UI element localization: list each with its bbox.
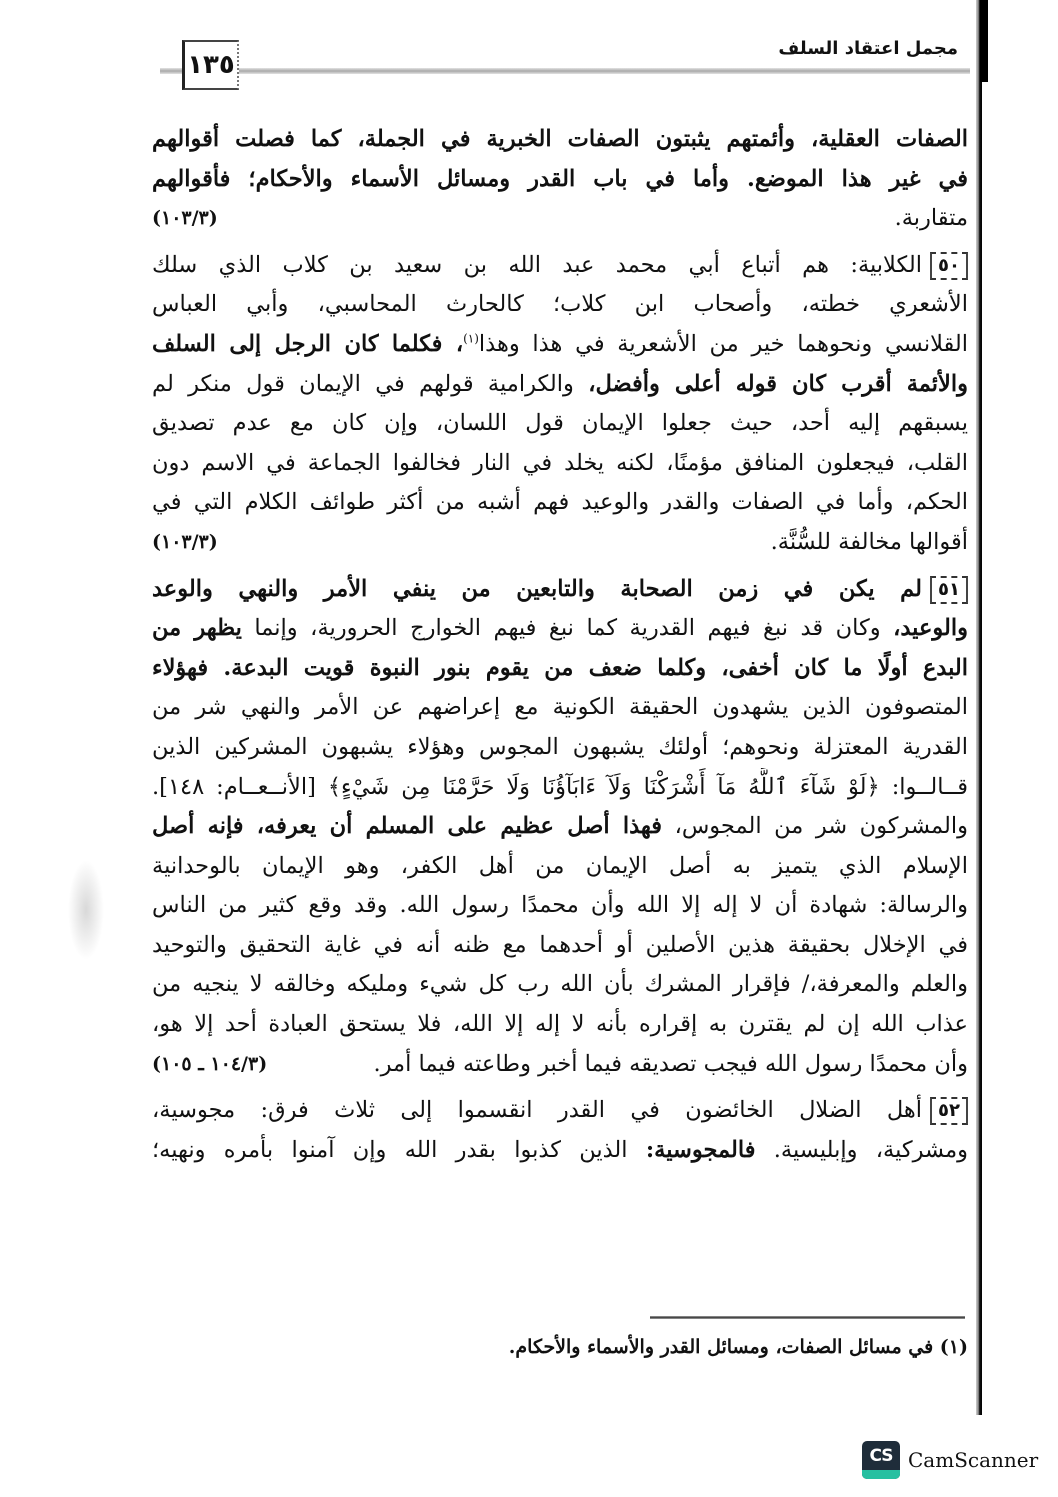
text-line <box>152 325 968 365</box>
text-segment: القلانسي ونحوهما خير من الأشعرية في هذا وهذا <box>478 330 968 357</box>
text-line: عذاب الله إن لم يقترن به إقراره بأنه لا إله إلا الله، فلا يستحق العبادة أحد إلا هو، <box>152 1011 968 1038</box>
text-line: في غير هذا الموضع. وأما في باب القدر ومسائل الأسماء والأحكام؛ فأقوالهم <box>152 165 968 192</box>
source-reference: (١٠٤/٣ ـ ١٠٥) <box>152 1052 268 1075</box>
bold-segment: فهذا أصل عظيم على المسلم أن يعرفه، فإنه أصل <box>152 813 663 840</box>
text-line <box>152 523 968 563</box>
bold-segment: والوعيد، <box>893 615 968 642</box>
text-line: الحكم، وأما في الصفات والقدر والوعيد فهم أشبه من أكثر طوائف الكلام التي في <box>152 489 968 516</box>
bold-segment: فالمجوسية: <box>645 1136 756 1163</box>
text-line: القدرية المعتزلة ونحوهم؛ أولئك يشبهون المجوس وهؤلاء يشبهون المشركين الذين <box>152 733 968 760</box>
footnote-number: (١) <box>939 1336 968 1358</box>
paragraph-number-badge: ٥٠ <box>930 252 968 280</box>
header-rule <box>160 68 970 74</box>
text-line: يسبقهم إليه أحد، حيث جعلوا الإيمان قول اللسان، وإن كان مع عدم تصديق <box>152 410 968 437</box>
source-reference: (١٠٣/٣) <box>152 530 218 553</box>
text-segment: الذين كذبوا بقدر الله وإن آمنوا بأمره ونهيه؛ <box>152 1136 646 1163</box>
camscanner-logo-icon <box>862 1441 900 1479</box>
text-line: القلب، فيجعلون المنافق مؤمنًا، لكنه يخلد في النار فخالفوا الجماعة في الاسم دون <box>152 449 968 476</box>
text-line <box>152 1091 968 1131</box>
paragraph-number-badge: ٥٢ <box>930 1097 968 1125</box>
binding-edge-shadow <box>980 0 988 82</box>
bold-segment: يظهر من <box>152 615 242 642</box>
text-line <box>152 246 968 286</box>
paragraph-52 <box>152 1091 968 1170</box>
text-line: الأشعري خطته، وأصحاب ابن كلاب؛ كالحارث المحاسبي، وأبي العباس <box>152 291 968 318</box>
footnote <box>152 1332 968 1362</box>
text-segment: والمشركون شر من المجوس، <box>662 813 968 840</box>
camscanner-watermark <box>862 1441 1038 1479</box>
bold-segment: ، فكلما كان الرجل إلى السلف <box>152 330 464 357</box>
bold-segment: لم يكن في زمن الصحابة والتابعين من ينفي الأمر والنهي والوعد <box>152 575 923 602</box>
text-line: والرسالة: شهادة أن لا إله إلا الله وأن محمدًا رسول الله. وقد وقع كثير من الناس <box>152 892 968 919</box>
text-line <box>152 1045 968 1085</box>
text-line <box>152 570 968 610</box>
footnote-marker: (١) <box>463 331 479 346</box>
logo-text: CS <box>869 1446 893 1466</box>
footnote-text: في مسائل الصفات، ومسائل القدر والأسماء والأحكام. <box>508 1336 934 1358</box>
text-segment: وأن محمدًا رسول الله فيجب تصديقه فيما أخبر وطاعته فيما أمر. <box>373 1050 968 1077</box>
body-text <box>152 120 968 1177</box>
paragraph-number-badge: ٥١ <box>930 576 968 604</box>
paragraph-continued <box>152 120 968 239</box>
page-number: ١٣٥ <box>182 40 239 90</box>
running-header <box>150 30 970 110</box>
bold-segment: والأئمة أقرب كان قوله أعلى وأفضل، <box>588 370 968 397</box>
text-line: الصفات العقلية، وأئمتهم يثبتون الصفات الخبرية في الجملة، كما فصلت أقوالهم <box>152 126 968 152</box>
bold-segment: البدع أولًا ما كان أخفى، وكلما ضعف من يقوم بنور النبوة قويت البدعة. <box>223 654 968 681</box>
quran-quote: ﴿لَوْ شَآءَ ٱللَّهُ مَآ أَشْرَكْنَا وَلَآ ءَابَآؤُنَا وَلَا حَرَّمْنَا مِن شَيْءٍ﴾ <box>327 773 880 800</box>
text-segment: [الأنــعــام: ١٤٨]. <box>152 773 328 800</box>
text-segment: قــالــوا: <box>879 773 968 800</box>
scan-smudge <box>68 860 104 960</box>
bold-segment: فهؤلاء <box>152 654 224 681</box>
camscanner-name: CamScanner <box>908 1448 1039 1472</box>
source-reference: (١٠٣/٣) <box>152 207 218 230</box>
footnote-separator <box>650 1316 965 1319</box>
text-segment: أهل الضلال الخائضون في القدر انقسموا إلى ثلاث فرق: مجوسية، <box>152 1097 923 1124</box>
binding-edge <box>976 0 982 1415</box>
text-line <box>152 807 968 847</box>
text-line <box>152 609 968 649</box>
text-segment: ومشركية، وإبليسية. <box>755 1136 968 1163</box>
text-line <box>152 768 968 808</box>
text-line: المتصوفون الذين يشهدون الحقيقة الكونية مع إعراضهم عن الأمر والنهي شر من <box>152 694 968 721</box>
book-title: مجمل اعتقاد السلف <box>770 38 958 59</box>
text-line <box>152 199 968 239</box>
text-segment: أقوالها مخالفة للسُّنَّة. <box>770 528 968 555</box>
text-segment: وكان قد نبغ فيهم القدرية كما نبغ فيهم الخوارج الحرورية، وإنما <box>241 615 894 642</box>
text-line <box>152 365 968 405</box>
text-segment: متقاربة. <box>894 205 968 232</box>
text-line <box>152 1131 968 1171</box>
text-line: في الإخلال بحقيقة هذين الأصلين أو أحدهما مع ظنه أنه في غاية التحقيق والتوحيد <box>152 931 968 958</box>
text-line: والعلم والمعرفة،/ فإقرار المشرك بأن الله رب كل شيء ومليكه وخالقه لا ينجيه من <box>152 971 968 998</box>
text-segment: والكرامية قولهم في الإيمان قول منكر لم <box>152 370 589 397</box>
logo-accent-band <box>862 1470 900 1479</box>
paragraph-51 <box>152 570 968 1085</box>
paragraph-50 <box>152 246 968 563</box>
text-line <box>152 649 968 689</box>
text-segment: الكلابية: هم أتباع أبي محمد عبد الله بن سعيد بن كلاب الذي سلك <box>152 251 923 278</box>
text-line: الإسلام الذي يتميز به أصل الإيمان من أهل الكفر، وهو الإيمان بالوحدانية <box>152 852 968 879</box>
